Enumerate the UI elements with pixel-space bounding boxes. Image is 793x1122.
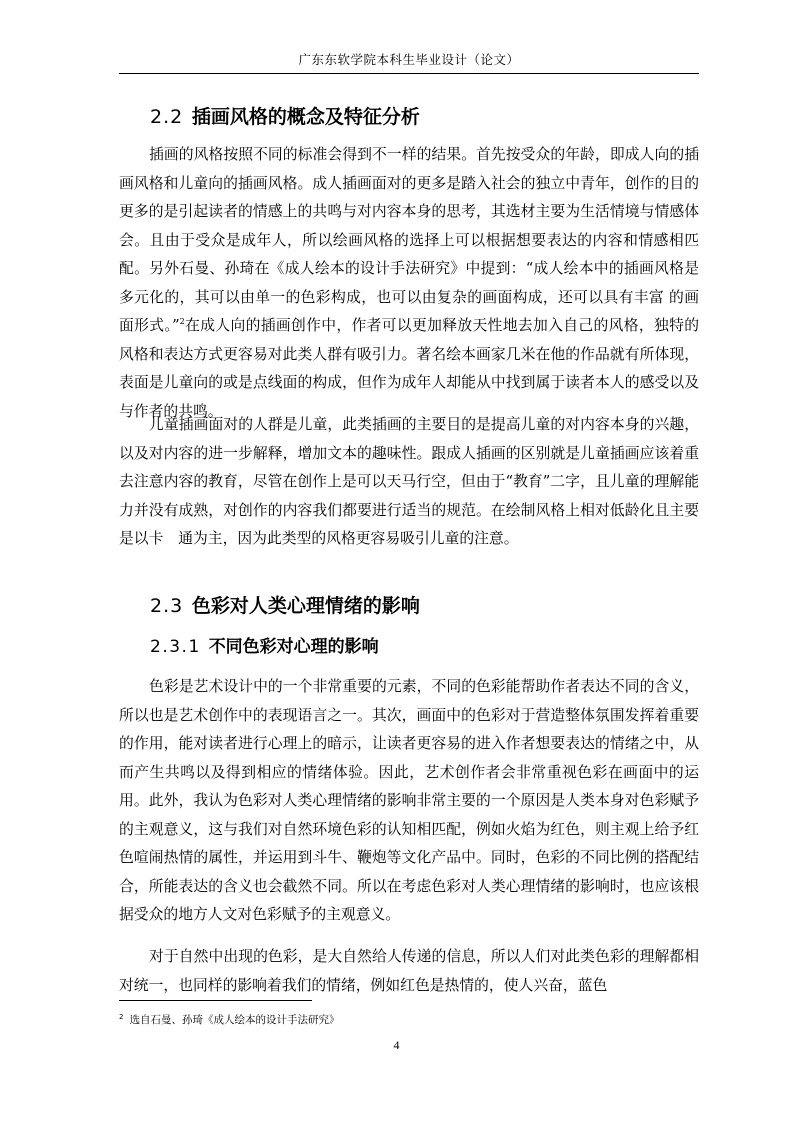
footnote [119,1012,339,1028]
page-number: 4 [393,1038,400,1052]
body-paragraph: 色彩是艺术设计中的一个非常重要的元素，不同的色彩能帮助作者表达不同的含义，所以也是艺术创作中的表现语言之一。其次，画面中的色彩对于营造整体氛围发挥着重要的作用，能对读者进行心理上的暗示，让读者更容易的进入作者想要表达的情绪之中，从而产生共鸣以及得到相应的情绪体验。因此，艺术创作者会非常重视色彩在画面中的运用。此外，我认为色彩对人类心理情绪的影响非常主要的一个原因是人类本身对色彩赋予的主观意义，这与我们对自然环境色彩的认知相匹配，例如火焰为红色，则主观上给予红色喧闹热情的属性，并运用到斗牛、鞭炮等文化产品中。同时，色彩的不同比例的搭配结合，所能表达的含义也会截然不同。所以在考虑色彩对人类心理情绪的影响时，也应该根据受众的地方人文对色彩赋予的主观意义。 [119,678,699,923]
section-number: 2.3 [150,595,184,617]
subsection-number: 2.3.1 [150,637,201,657]
section-title: 插画风格的概念及特征分析 [191,106,420,128]
section-number: 2.2 [150,106,184,128]
section-heading-2-3 [150,593,420,619]
paragraph-text: 在成人向的插画创作中，作者可以更加释放天性地去加入自己的风格，独特的风格和表达方式更容易对此类人群有吸引力。著名绘本画家几米在他的作品就有所体现，表面是儿童向的或是点线面的构成，但作为成年人却能从中找到属于读者本人的感受以及与作者的共鸣。 [119,317,699,420]
body-paragraph: 对于自然中出现的色彩，是大自然给人传递的信息，所以人们对此类色彩的理解都相对统一，也同样的影响着我们的情绪，例如红色是热情的，使人兴奋，蓝色 [119,948,699,994]
body-paragraph [119,141,699,426]
section-title: 色彩对人类心理情绪的影响 [191,595,420,617]
subsection-title: 不同色彩对心理的影响 [208,637,379,657]
running-header: 广东东软学院本科生毕业设计（论文） [298,52,520,67]
footnote-mark: 2 [119,1012,124,1021]
section-heading-2-2 [150,104,420,130]
paragraph-text: 插画的风格按照不同的标准会得到不一样的结果。首先按受众的年龄，即成人向的插画风格和儿童向的插画风格。成人插画面对的更多是踏入社会的独立中青年，创作的目的更多的是引起读者的情感上的共鸣与对内容本身的思考，其选材主要为生活情境与情感体会。且由于受众是成年人，所以绘画风格的选择上可以根据想要表达的内容和情感相匹配。另外石曼、孙琦在《成人绘本的设计手法研究》中提到：“成人绘本中的插画风格是多元化的，其可以由单一的色彩构成，也可以由复杂的画面构成，还可以具有丰富 的画面形式。” [119,146,699,334]
header-rule [119,73,699,74]
subsection-heading-2-3-1 [150,635,379,659]
body-paragraph: 儿童插画面对的人群是儿童，此类插画的主要目的是提高儿童的对内容本身的兴趣，以及对内容的进一步解释，增加文本的趣味性。跟成人插画的区别就是儿童插画应该着重去注意内容的教育，尽管在创作上是可以天马行空，但由于“教育”二字，且儿童的理解能力并没有成熟，对创作的内容我们都要进行适当的规范。在绘制风格上相对低龄化且主要是以卡 通为主，因为此类型的风格更容易吸引儿童的注意。 [119,416,699,547]
footnote-rule [119,1000,312,1001]
footnote-reference: 2 [179,317,185,327]
footnote-text: 选自石曼、孙琦《成人绘本的设计手法研究》 [129,1014,340,1026]
